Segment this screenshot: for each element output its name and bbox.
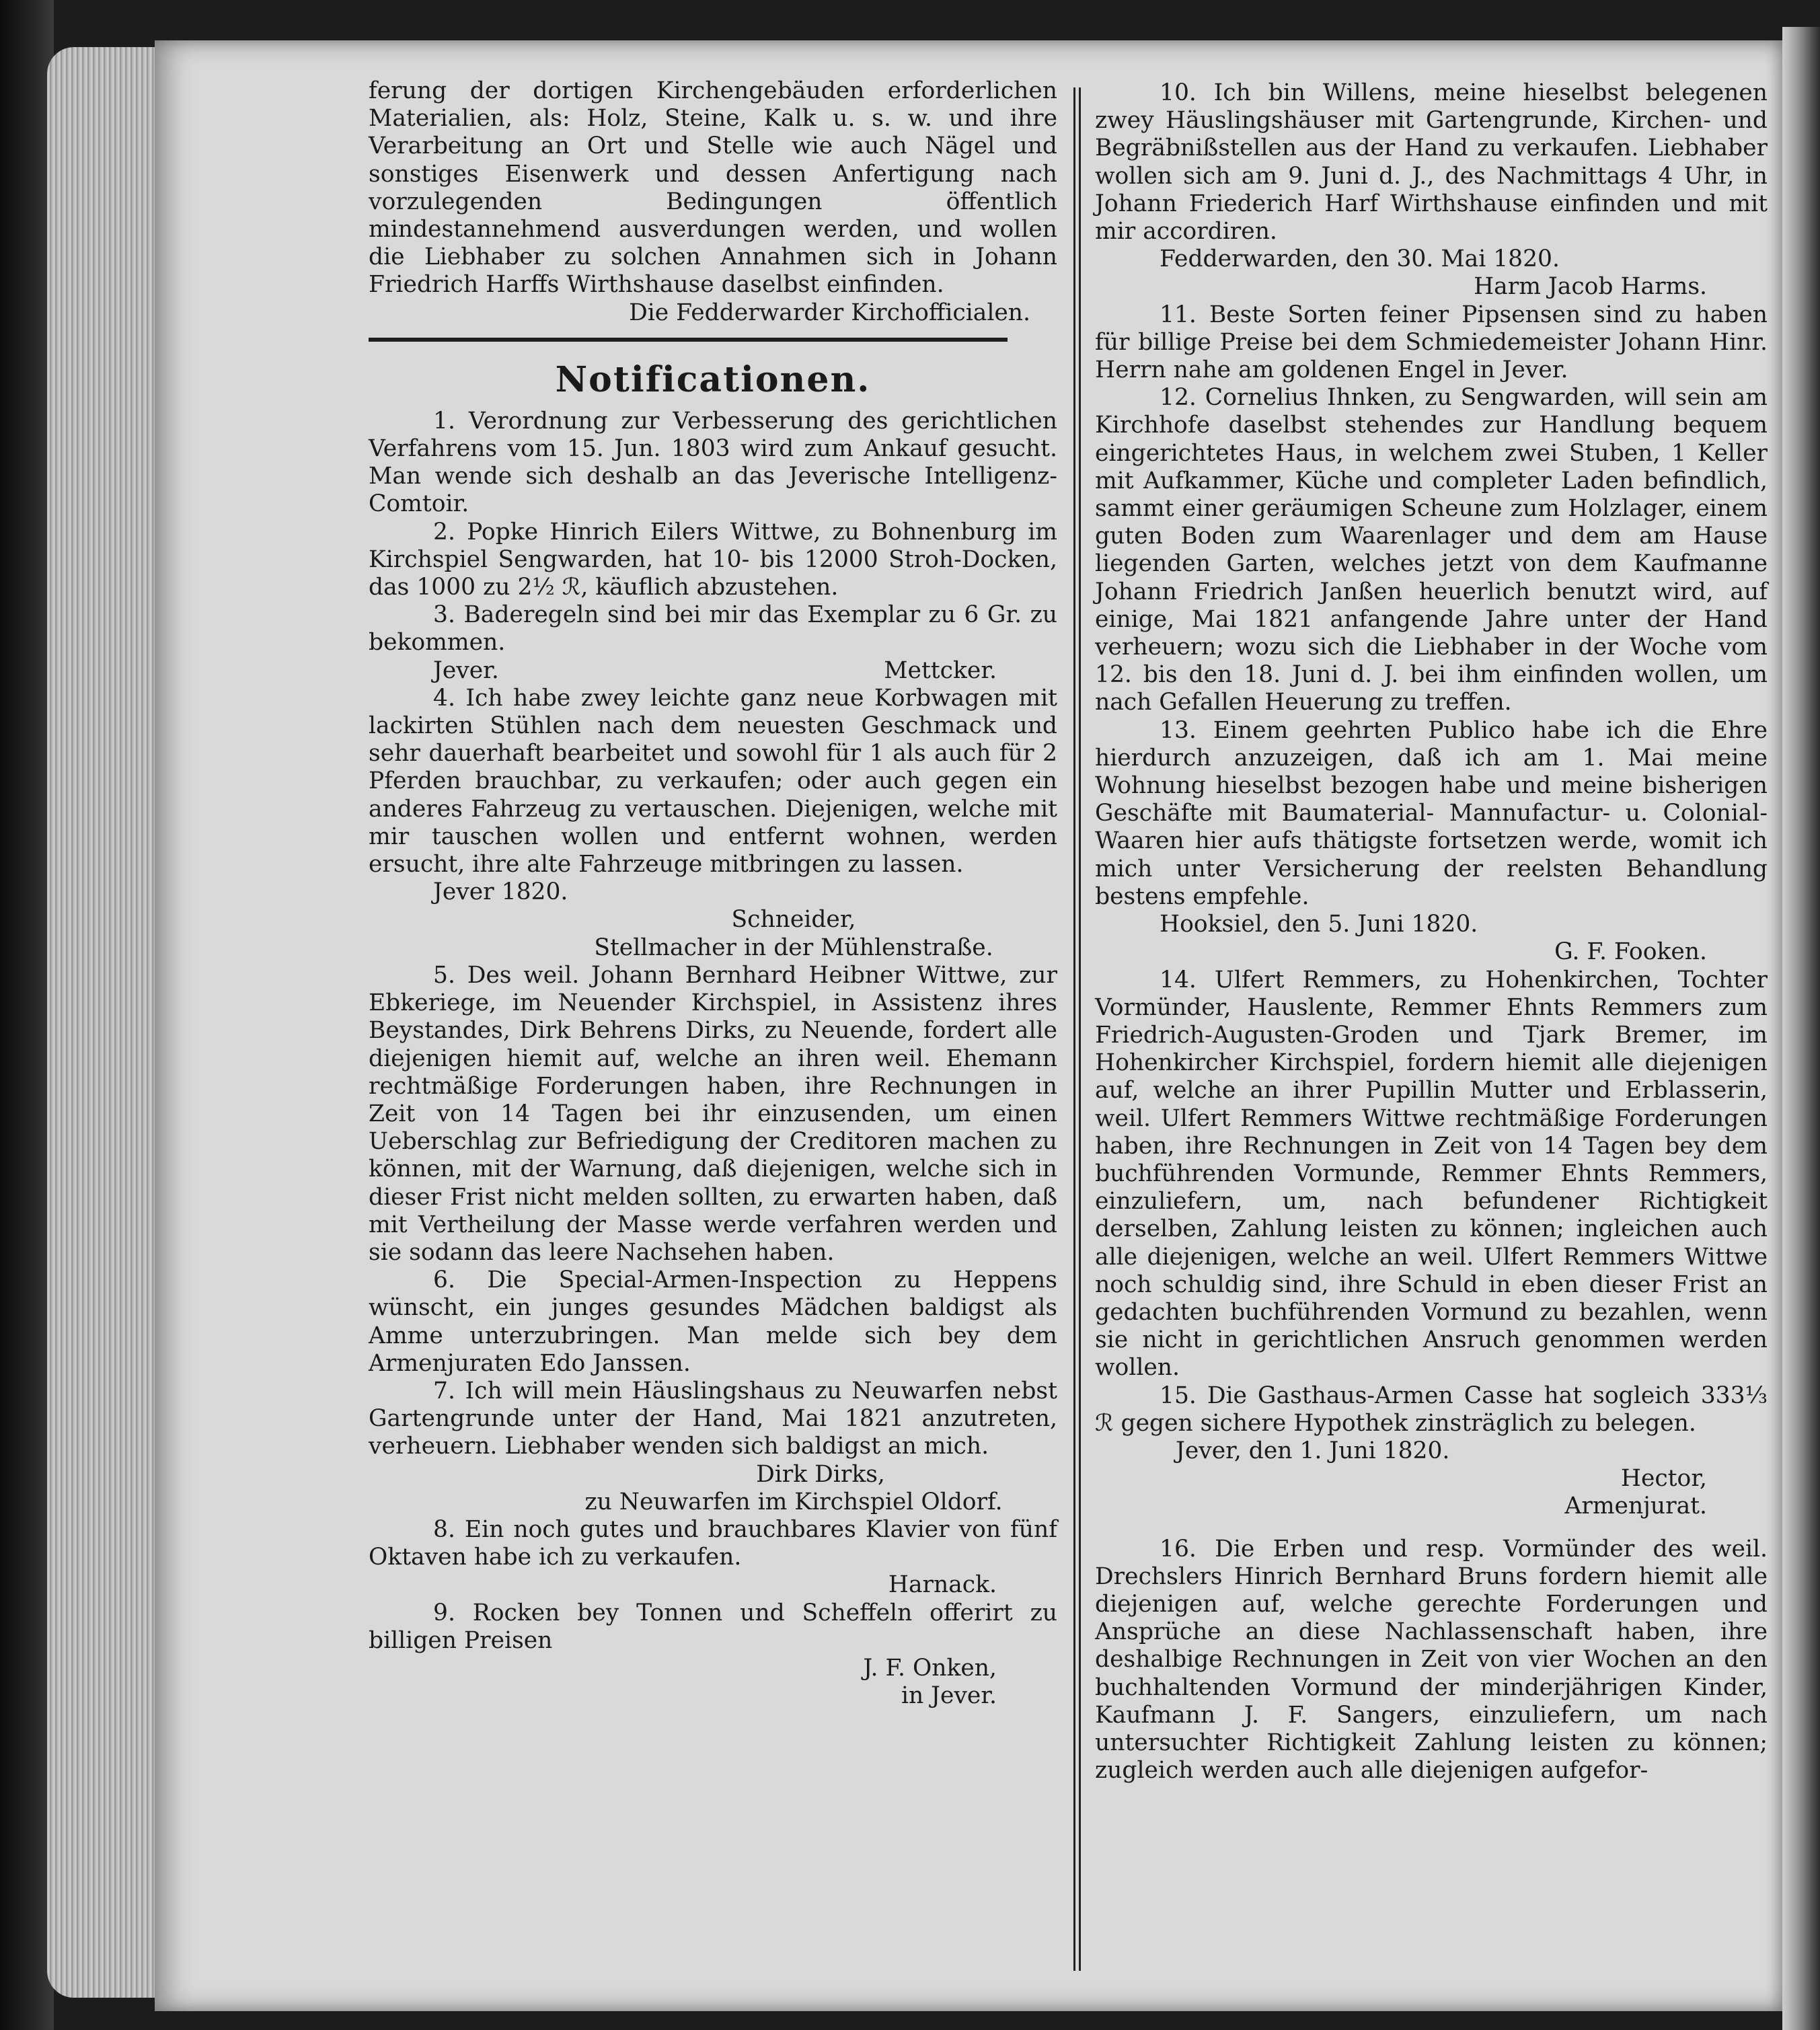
notice-4-place: Jever 1820. <box>433 878 568 906</box>
notice-13: 13. Einem geehrten Publico habe ich die Ehre hierdurch anzuzeigen, daß ich am 1. Mai meine Wohnung hieselbst bezogen habe und meine bisherigen Geschäfte mit Baumaterial- Mannufactur- u. Colonial-Waaren hier aufs thätigste fortsetzen werde, womit ich mich unter Versicherung der reelsten Behandlung bestens empfehle. <box>1095 716 1768 910</box>
notice-13-signature: G. F. Fooken. <box>1554 938 1707 966</box>
notice-3-place: Jever. <box>433 656 499 684</box>
notice-9-signature-name: J. F. Onken, <box>863 1654 997 1682</box>
notice-9: 9. Rocken bey Tonnen und Scheffeln offerirt zu billigen Preisen <box>369 1599 1057 1654</box>
notice-3-signature: Mettcker. <box>884 656 997 684</box>
notice-9-signature-title: in Jever. <box>901 1682 997 1710</box>
notice-16: 16. Die Erben und resp. Vormünder des weil. Drechslers Hinrich Bernhard Bruns fordern hiemit alle diejenigen auf, welche gerechte Forderungen und Ansprüche an diese Nachlassenschaft haben, ihre deshalbige Rechnungen in Zeit von vier Wochen an den buchhaltenden Vormund der minderjährigen Kinder, Kaufmann J. F. Sangers, einzuliefern, um nach untersuchter Richtigkeit Zahlung leisten zu können; zugleich werden auch alle diejenigen aufgefor- <box>1095 1535 1768 1784</box>
section-heading: Notificationen. <box>555 359 871 400</box>
left-column <box>369 77 1057 1710</box>
notice-4: 4. Ich habe zwey leichte ganz neue Korbwagen mit lackirten Stühlen nach dem neuesten Geschmack und sehr dauerhaft bearbeitet und sowohl für 1 als auch für 2 Pferden brauchbar, zu verkaufen; oder auch gegen ein anderes Fahrzeug zu vertauschen. Diejenigen, welche mit mir tauschen wollen und entfernt wohnen, werden ersucht, ihre alte Fahrzeuge mitbringen zu lassen. <box>369 684 1057 878</box>
notice-7-signature-title: zu Neuwarfen im Kirchspiel Oldorf. <box>584 1488 1003 1515</box>
notice-15-signature-title: Armenjurat. <box>1564 1493 1707 1520</box>
notice-8: 8. Ein noch gutes und brauchbares Klavier von fünf Oktaven habe ich zu verkaufen. <box>369 1515 1057 1571</box>
notice-2: 2. Popke Hinrich Eilers Wittwe, zu Bohnenburg im Kirchspiel Sengwarden, hat 10- bis 12000 Stroh-Docken, das 1000 zu 2½ ℛ, käuflich abzustehen. <box>369 518 1057 601</box>
notice-14: 14. Ulfert Remmers, zu Hohenkirchen, Tochter Vormünder, Hauslente, Remmer Ehnts Remmers zum Friedrich-Augusten-Groden und Tjark Bremer, im Hohenkircher Kirchspiel, fordern hiemit alle diejenigen auf, welche an ihrer Pupillin Mutter und Erblasserin, weil. Ulfert Remmers Wittwe rechtmäßige Forderungen haben, ihre Rechnungen in Zeit von 14 Tagen bey dem buchführenden Vormunde, Remmer Ehnts Remmers, einzuliefern, um, nach befundener Richtigkeit derselben, Zahlung leisten zu können; ingleichen auch alle diejenigen, welche an weil. Ulfert Remmers Wittwe noch schuldig sind, ihre Schuld in eben dieser Frist an gedachten buchführenden Vormund zu bezahlen, wenn sie nicht in gerichtlichen Ansruch genommen werden wollen. <box>1095 966 1768 1382</box>
notice-3: 3. Baderegeln sind bei mir das Exemplar zu 6 Gr. zu bekommen. <box>369 601 1057 656</box>
notice-10-signature: Harm Jacob Harms. <box>1474 273 1707 301</box>
notice-15-place: Jever, den 1. Juni 1820. <box>1176 1437 1450 1464</box>
notice-12: 12. Cornelius Ihnken, zu Sengwarden, will sein am Kirchhofe daselbst stehendes zur Handlung bequem eingerichtetes Haus, in welchem zwei Stuben, 1 Keller mit Aufkammer, Küche und completer Laden befindlich, sammt einer geräumigen Scheune zum Holzlager, einem guten Boden zum Waarenlager und dem am Hause liegenden Garten, welches jetzt von dem Kaufmanne Johann Friedrich Janßen heuerlich benutzt wird, auf einige, Mai 1821 anfangende Jahre unter der Hand verheuern; wozu sich die Liebhaber in der Woche vom 12. bis den 18. Juni d. J. bei ihm einfinden wollen, um nach Gefallen Heuerung zu treffen. <box>1095 384 1768 716</box>
notice-1: 1. Verordnung zur Verbesserung des gerichtlichen Verfahrens vom 15. Jun. 1803 wird zum Ankauf gesucht. Man wende sich deshalb an das Jeverische Intelligenz-Comtoir. <box>369 407 1057 518</box>
notice-6: 6. Die Special-Armen-Inspection zu Heppens wünscht, ein junges gesundes Mädchen baldigst als Amme unterzubringen. Man melde sich bey dem Armenjuraten Edo Janssen. <box>369 1267 1057 1377</box>
book-binding <box>0 0 54 2030</box>
notice-10-place: Fedderwarden, den 30. Mai 1820. <box>1160 246 1560 273</box>
section-rule <box>369 338 1008 342</box>
intro-signoff: Die Fedderwarder Kirchofficialen. <box>629 299 1030 326</box>
notice-5: 5. Des weil. Johann Bernhard Heibner Wittwe, zur Ebkeriege, im Neuender Kirchspiel, in Assistenz ihres Beystandes, Dirk Behrens Dirks, zu Neuende, fordert alle diejenigen hiemit auf, welche an ihren weil. Ehemann rechtmäßige Forderungen haben, ihre Rechnungen in Zeit von 14 Tagen bei ihr einzusenden, um einen Ueberschlag zur Befriedigung der Creditoren machen zu können, mit der Warnung, daß diejenigen, welche sich in dieser Frist nicht melden sollten, zu erwarten haben, daß mit Vertheilung der Masse werde verfahren werden und sie sodann das leere Nachsehen haben. <box>369 961 1057 1266</box>
notice-13-place: Hooksiel, den 5. Juni 1820. <box>1160 911 1478 938</box>
notice-10: 10. Ich bin Willens, meine hieselbst belegenen zwey Häuslingshäuser mit Gartengrunde, Kirchen- und Begräbnißstellen aus der Hand zu verkaufen. Liebhaber wollen sich am 9. Juni d. J., des Nachmittags 4 Uhr, in Johann Friederich Harf Wirthshause einfinden und mit mir accordiren. <box>1095 79 1768 246</box>
notice-3-footer <box>369 657 1057 685</box>
notice-15: 15. Die Gasthaus-Armen Casse hat sogleich 333⅓ ℛ gegen sichere Hypothek zinsträglich zu belegen. <box>1095 1382 1768 1437</box>
notice-4-signature-name: Schneider, <box>731 906 856 934</box>
intro-paragraph: ferung der dortigen Kirchengebäuden erforderlichen Materialien, als: Holz, Steine, Kalk u. s. w. und ihre Verarbeitung an Ort und Stelle wie auch Nägel und sonstiges Eisenwerk und dessen Anfertigung nach vorzulegenden Bedingungen öffentlich mindestannehmend ausverdungen werden, und wollen die Liebhaber zu solchen Annahmen sich in Johann Friedrich Harffs Wirthshause daselbst einfinden. <box>369 77 1057 299</box>
notice-7: 7. Ich will mein Häuslingshaus zu Neuwarfen nebst Gartengrunde unter der Hand, Mai 1821 anzutreten, verheuern. Liebhaber wenden sich baldigst an mich. <box>369 1377 1057 1460</box>
notice-8-signature: Harnack. <box>888 1571 997 1599</box>
notice-11: 11. Beste Sorten feiner Pipsensen sind zu haben für billige Preise bei dem Schmiedemeister Johann Hinr. Herrn nahe am goldenen Engel in Jever. <box>1095 301 1768 384</box>
notice-4-signature-title: Stellmacher in der Mühlenstraße. <box>594 934 993 961</box>
column-divider <box>1073 87 1075 1971</box>
page-right-edge <box>1782 27 1820 2030</box>
right-column <box>1095 77 1768 1784</box>
notice-15-signature-name: Hector, <box>1620 1465 1707 1493</box>
notice-7-signature-name: Dirk Dirks, <box>756 1460 885 1488</box>
